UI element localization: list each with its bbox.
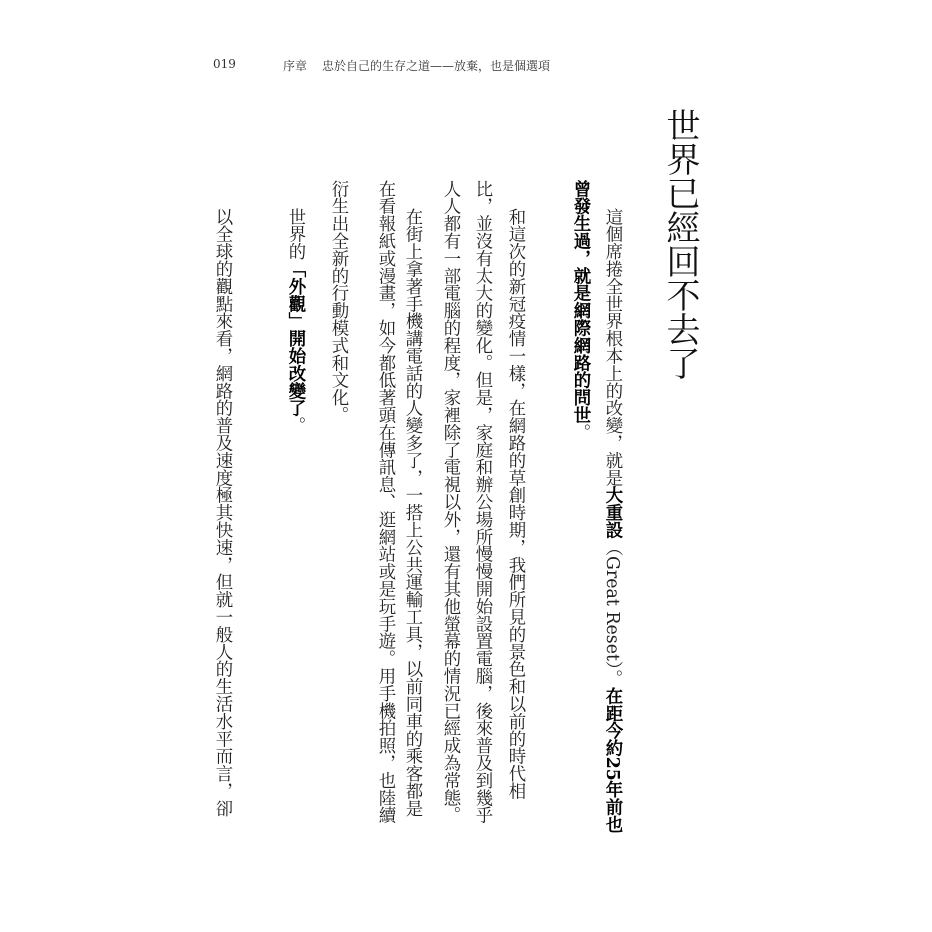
text-column <box>373 180 397 850</box>
text: 人人都有一部電腦的程度，家裡除了電視以外，還有其他螢幕的情況已經成為常態。 <box>440 180 460 824</box>
text: 衍生出全新的行動模式和文化。 <box>328 180 348 424</box>
text-column <box>326 180 350 850</box>
text-column <box>470 180 494 850</box>
text: 和這次的新冠疫情一樣，在網路的草創時期，我們所見的景色和以前的時代相 <box>505 208 525 800</box>
text: 比，並沒有太大的變化。但是，家庭和辦公場所慢慢開始設置電腦，後來普及到幾乎 <box>472 180 492 824</box>
text-column <box>568 180 592 850</box>
text: 在街上拿著手機講電話的人變多了，一搭上公共運輸工具，以前同車的乘客都是 <box>402 208 422 817</box>
text: 。 <box>285 416 305 435</box>
text: 以全球的觀點來看，網路的普及速度極其快速，但就一般人的生活水平而言，卻 <box>212 208 232 817</box>
text: 世界的 <box>285 208 305 261</box>
bold-text: 大重設 <box>602 486 622 539</box>
text-column <box>600 180 624 878</box>
text-column <box>503 180 527 878</box>
text-column <box>400 180 424 878</box>
running-header-title: 忠於自己的生存之道——放棄，也是個選項 <box>322 59 551 73</box>
text-column <box>438 180 462 850</box>
bold-text: 在距今約25年前也 <box>602 687 622 834</box>
text: （Great Reset）。 <box>602 538 622 688</box>
text: 這個席捲全世界根本上的改變，就是 <box>602 208 622 487</box>
running-header-chapter: 序章 <box>283 59 308 73</box>
text-column <box>210 180 234 878</box>
text: 在看報紙或漫畫，如今都低著頭在傳訊息、逛網站或是玩手遊。用手機拍照，也陸續 <box>375 180 395 824</box>
text: 。 <box>570 423 590 442</box>
text-column <box>283 180 307 878</box>
page-number: 019 <box>213 57 236 71</box>
section-title: 世界已經回不去了 <box>660 108 700 380</box>
bold-text: 「外觀」開始改變了 <box>285 260 305 417</box>
bold-text: 曾發生過，就是網際網路的問世 <box>570 180 590 424</box>
